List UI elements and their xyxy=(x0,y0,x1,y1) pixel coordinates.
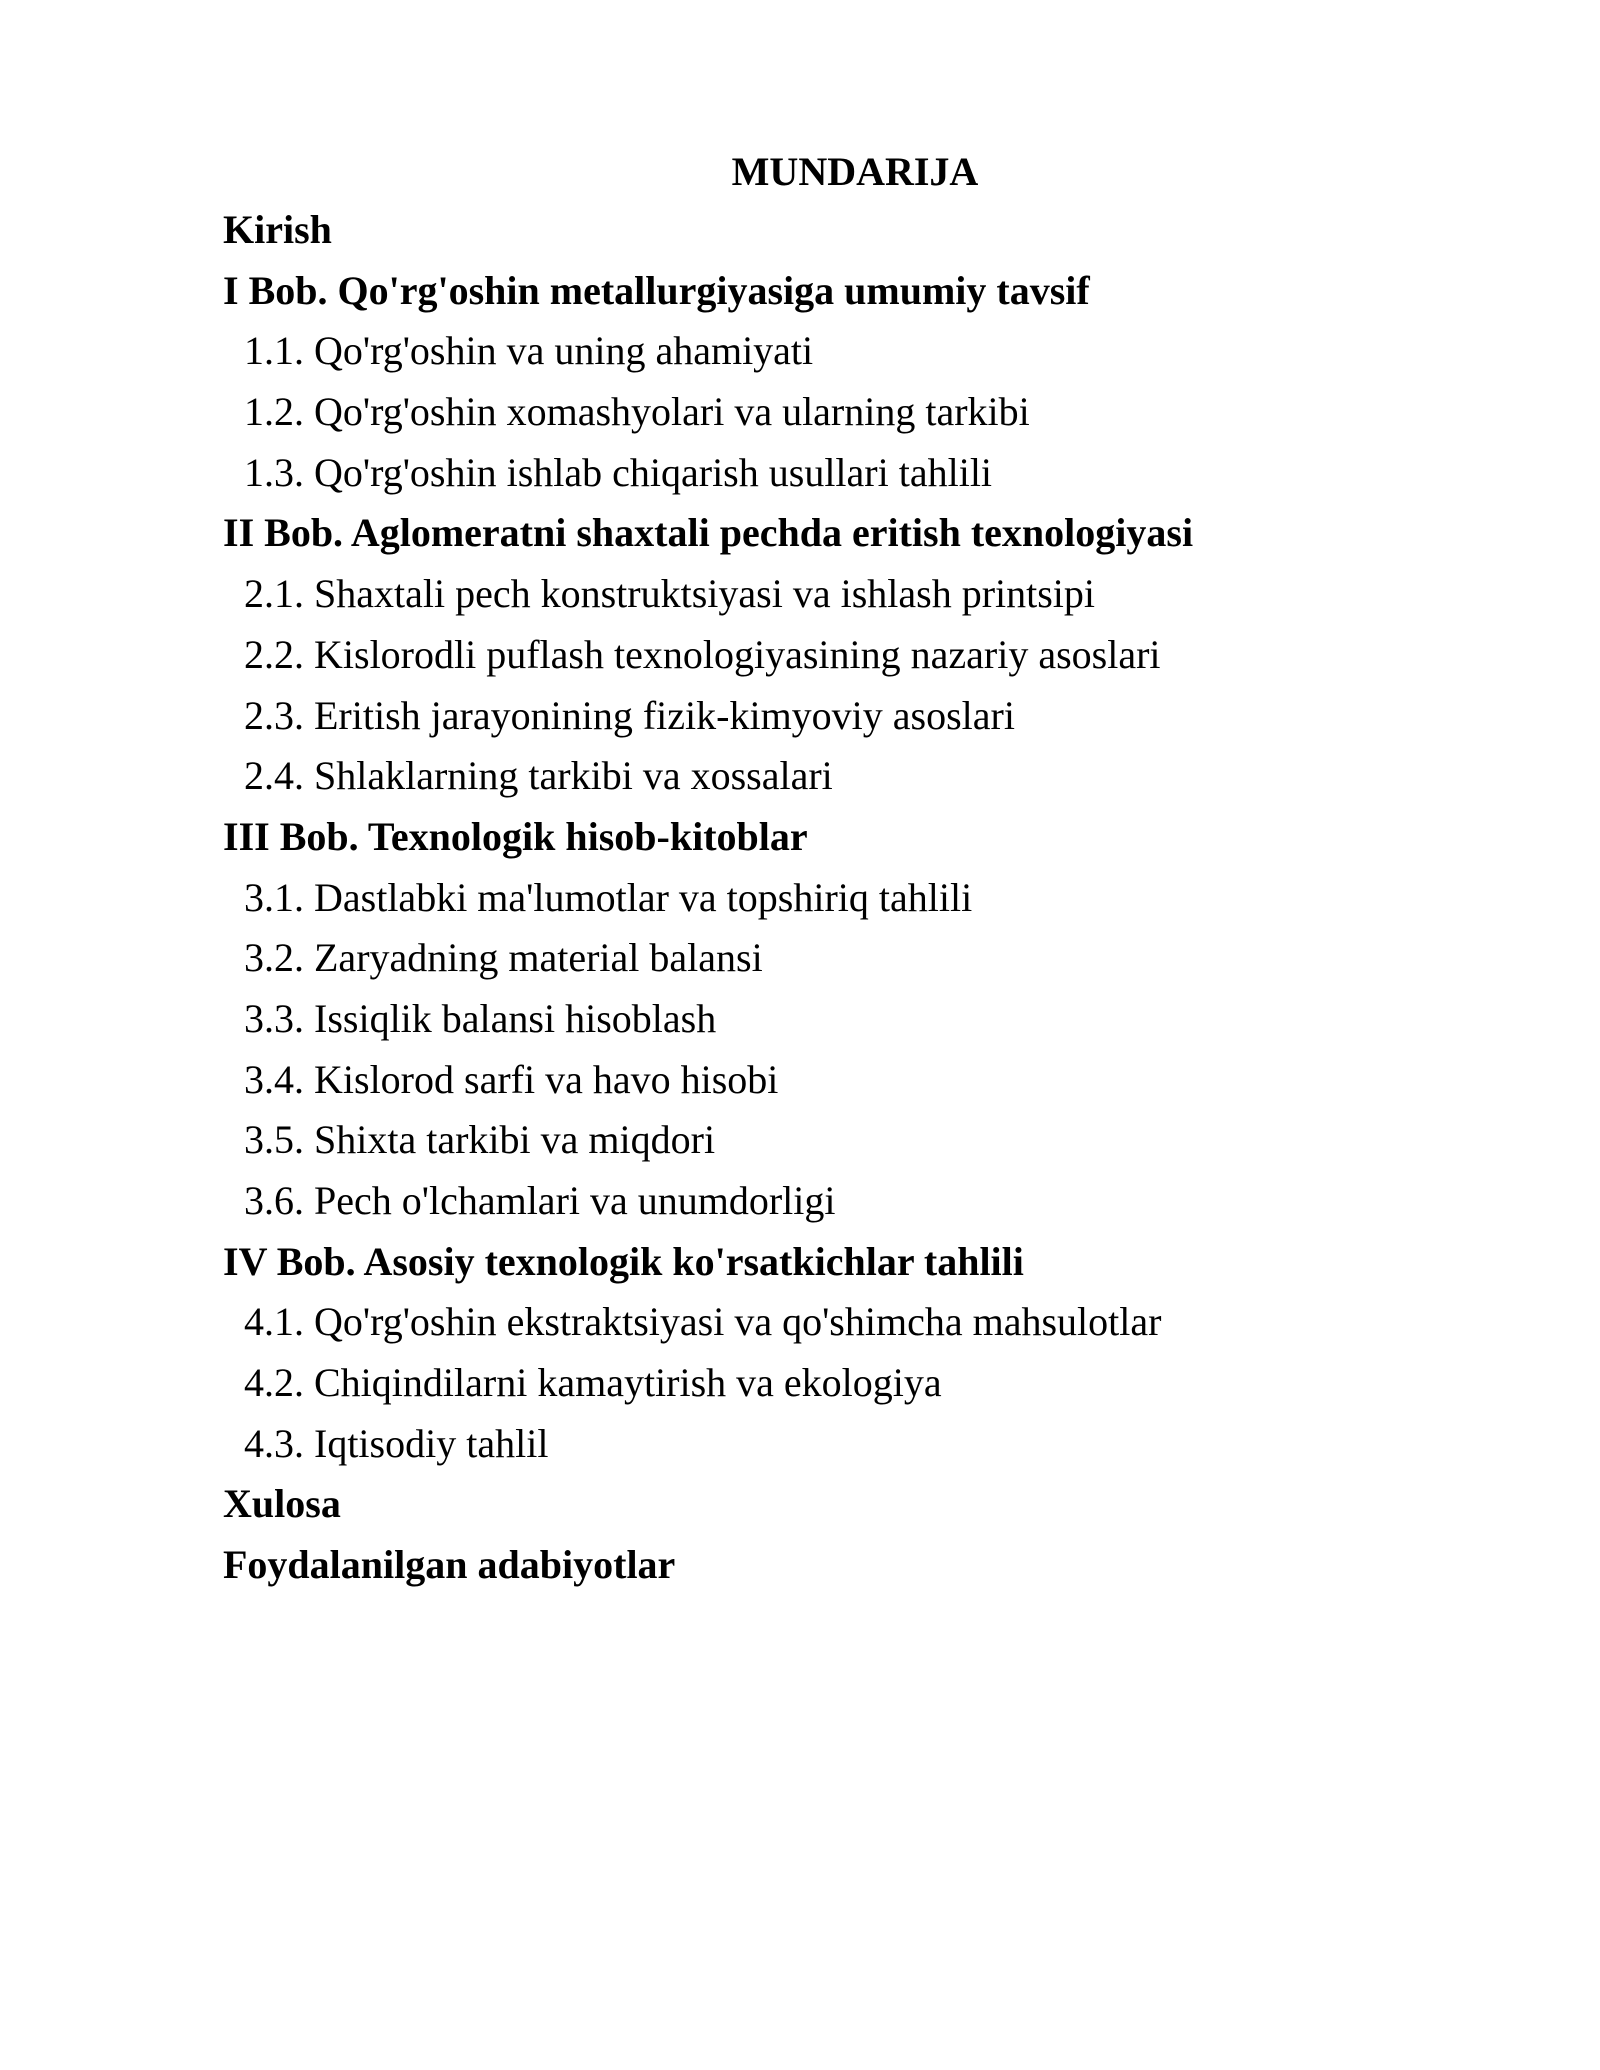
toc-section-entry: 1.2. Qo'rg'oshin xomashyolari va ularning tarkibi xyxy=(244,389,1030,435)
toc-section-entry: 3.5. Shixta tarkibi va miqdori xyxy=(244,1117,716,1163)
toc-chapter-entry: Kirish xyxy=(223,207,332,252)
toc-chapter-entry: I Bob. Qo'rg'oshin metallurgiyasiga umumiy tavsif xyxy=(223,267,1090,313)
table-of-contents xyxy=(223,200,1543,1596)
toc-chapter-entry: IV Bob. Asosiy texnologik ko'rsatkichlar tahlili xyxy=(223,1238,1024,1284)
toc-title: MUNDARIJA xyxy=(731,149,979,194)
toc-section-entry: 3.4. Kislorod sarfi va havo hisobi xyxy=(244,1056,779,1102)
toc-chapter-entry: Foydalanilgan adabiyotlar xyxy=(223,1542,676,1588)
toc-chapter-entry: Xulosa xyxy=(223,1481,341,1527)
toc-section-entry: 1.1. Qo'rg'oshin va uning ahamiyati xyxy=(244,328,814,374)
toc-section-entry: 3.6. Pech o'lchamlari va unumdorligi xyxy=(244,1178,836,1223)
toc-section-entry: 3.2. Zaryadning material balansi xyxy=(244,935,763,981)
toc-section-entry: 4.3. Iqtisodiy tahlil xyxy=(244,1420,549,1466)
toc-section-entry: 1.3. Qo'rg'oshin ishlab chiqarish usullari tahlili xyxy=(244,449,993,495)
toc-section-entry: 4.2. Chiqindilarni kamaytirish va ekologiya xyxy=(244,1360,942,1406)
toc-section-entry: 4.1. Qo'rg'oshin ekstraktsiyasi va qo'shimcha mahsulotlar xyxy=(244,1299,1162,1345)
toc-section-entry: 2.2. Kislorodli puflash texnologiyasining nazariy asoslari xyxy=(244,631,1161,677)
toc-chapter-entry: III Bob. Texnologik hisob-kitoblar xyxy=(223,813,808,859)
toc-section-entry: 3.1. Dastlabki ma'lumotlar va topshiriq tahlili xyxy=(244,874,973,920)
toc-section-entry: 3.3. Issiqlik balansi hisoblash xyxy=(244,995,717,1041)
toc-section-entry: 2.3. Eritish jarayonining fizik-kimyoviy asoslari xyxy=(244,692,1015,738)
toc-chapter-entry: II Bob. Aglomeratni shaxtali pechda eritish texnologiyasi xyxy=(223,510,1194,556)
toc-section-entry: 2.4. Shlaklarning tarkibi va xossalari xyxy=(244,753,833,799)
toc-section-entry: 2.1. Shaxtali pech konstruktsiyasi va ishlash printsipi xyxy=(244,571,1096,617)
